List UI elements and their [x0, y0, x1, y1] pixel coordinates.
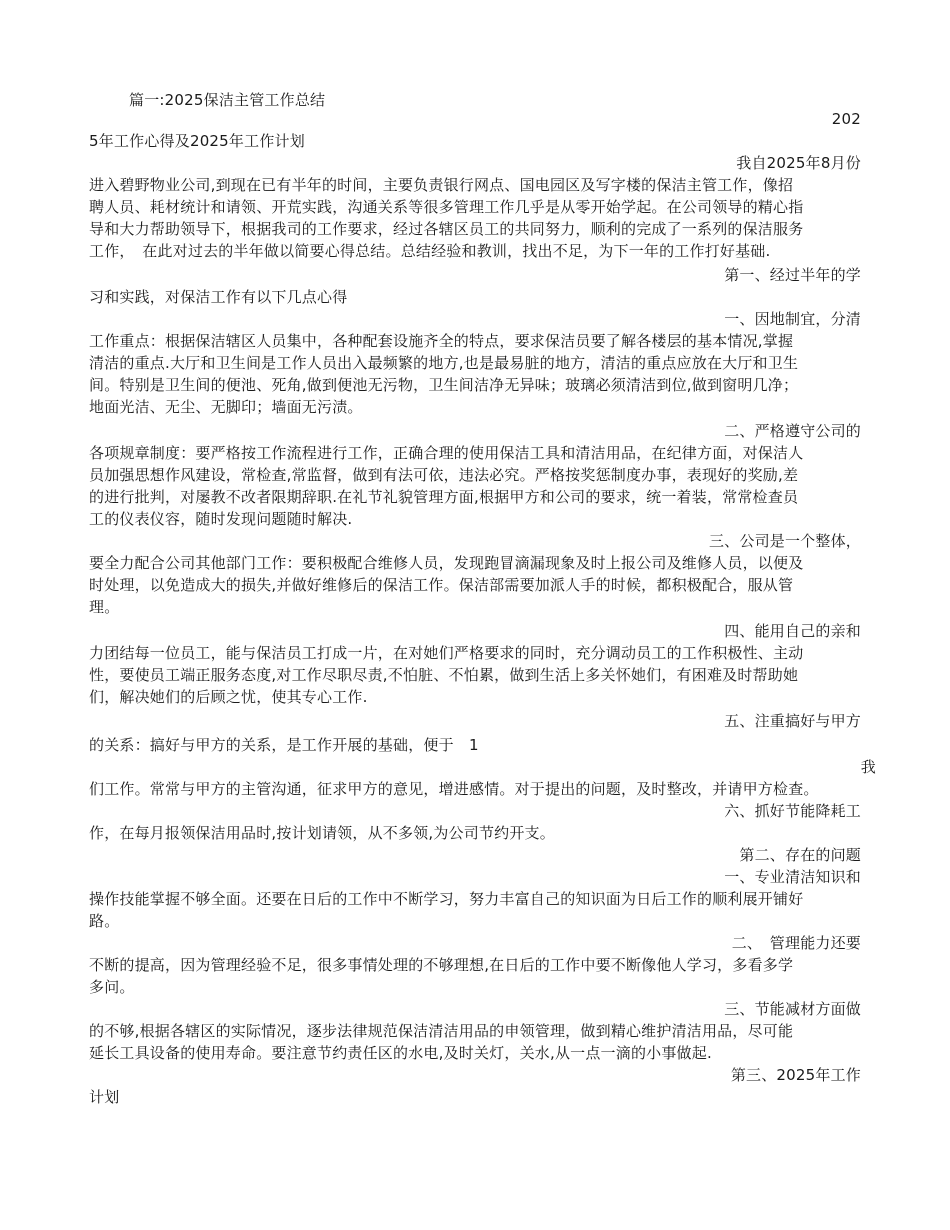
paragraph-line: 时处理，以免造成大的损失,并做好维修后的保洁工作。保洁部需要加派人手的时候，都积极配合，服从管 [89, 576, 794, 594]
document-subtitle: 5年工作心得及2025年工作计划 [89, 132, 305, 150]
paragraph-line: 导和大力帮助领导下，根据我司的工作要求，经过各辖区员工的共同努力，顺利的完成了一系列的保洁服务 [89, 220, 804, 238]
item-heading: 三、节能减材方面做 [724, 1000, 861, 1018]
section-heading: 第三、2025年工作 [730, 1066, 861, 1084]
item-heading: 一、专业清洁知识和 [724, 868, 861, 886]
paragraph-line: 路。 [89, 912, 120, 930]
item-heading: 四、能用自己的亲和 [724, 622, 861, 640]
paragraph-lead: 我自2025年8月份 [736, 154, 861, 172]
paragraph-line: 多问。 [89, 978, 135, 996]
paragraph-line: 要全力配合公司其他部门工作：要积极配合维修人员，发现跑冒滴漏现象及时上报公司及维修人员，以便及 [89, 554, 804, 572]
paragraph-line: 理。 [89, 598, 120, 616]
document-title: 篇一:2025保洁主管工作总结 [129, 91, 326, 109]
paragraph-line: 的不够,根据各辖区的实际情况，逐步法律规范保洁清洁用品的申领管理，做到精心维护清洁用品，尽可能 [89, 1022, 794, 1040]
page-break-fragment: 我 [860, 758, 876, 776]
paragraph-line: 清洁的重点.大厅和卫生间是工作人员出入最频繁的地方,也是最易脏的地方，清洁的重点应放在大厅和卫生 [89, 354, 799, 372]
item-heading: 五、注重搞好与甲方 [724, 712, 861, 730]
paragraph-line: 地面光洁、无尘、无脚印；墙面无污渍。 [89, 398, 363, 416]
paragraph-line: 的关系：搞好与甲方的关系，是工作开展的基础，便于 1 [89, 736, 479, 754]
paragraph-line: 力团结每一位员工，能与保洁员工打成一片，在对她们严格要求的同时，充分调动员工的工作积极性、主动 [89, 644, 804, 662]
section-heading: 第二、存在的问题 [739, 846, 861, 864]
paragraph-line: 员加强思想作风建设，常检查,常监督，做到有法可依，违法必究。严格按奖惩制度办事，表现好的奖励,差 [89, 466, 799, 484]
item-heading: 六、抓好节能降耗工 [724, 802, 861, 820]
section-heading: 第一、经过半年的学 [724, 266, 861, 284]
paragraph-line: 进入碧野物业公司,到现在已有半年的时间，主要负责银行网点、国电园区及写字楼的保洁主管工作，像招 [89, 176, 794, 194]
paragraph-line: 不断的提高，因为管理经验不足，很多事情处理的不够理想,在日后的工作中要不断像他人学习，多看多学 [89, 956, 794, 974]
paragraph-line: 各项规章制度：要严格按工作流程进行工作，正确合理的使用保洁工具和清洁用品，在纪律方面，对保洁人 [89, 444, 804, 462]
paragraph-line: 间。特别是卫生间的便池、死角,做到便池无污物，卫生间洁净无异味；玻璃必须清洁到位,做到窗明几净； [89, 376, 799, 394]
paragraph-line: 的进行批判，对屡教不改者限期辞职.在礼节礼貌管理方面,根据甲方和公司的要求，统一着装，常常检查员 [89, 488, 799, 506]
paragraph-line: 们，解决她们的后顾之忧，使其专心工作. [89, 688, 368, 706]
section-heading-continuation: 习和实践，对保洁工作有以下几点心得 [89, 288, 348, 306]
paragraph-line: 聘人员、耗材统计和请领、开荒实践，沟通关系等很多管理工作几乎是从零开始学起。在公司领导的精心指 [89, 198, 804, 216]
paragraph-line: 延长工具设备的使用寿命。要注意节约责任区的水电,及时关灯，关水,从一点一滴的小事做起. [89, 1044, 712, 1062]
paragraph-line: 操作技能掌握不够全面。还要在日后的工作中不断学习，努力丰富自己的知识面为日后工作的顺利展开铺好 [89, 890, 804, 908]
paragraph-line: 们工作。常常与甲方的主管沟通，征求甲方的意见，增进感情。对于提出的问题，及时整改，并请甲方检查。 [89, 780, 819, 798]
paragraph-line: 工的仪表仪容，随时发现问题随时解决. [89, 510, 353, 528]
paragraph-line: 性，要使员工端正服务态度,对工作尽职尽责,不怕脏、不怕累，做到生活上多关怀她们，有困难及时帮助她 [89, 666, 799, 684]
paragraph-line: 作，在每月报领保洁用品时,按计划请领，从不多领,为公司节约开支。 [89, 824, 555, 842]
paragraph-line: 工作， 在此对过去的半年做以简要心得总结。总结经验和教训，找出不足，为下一年的工作打好基础. [89, 242, 771, 260]
item-heading: 二、 管理能力还要 [731, 934, 861, 952]
paragraph-line: 工作重点：根据保洁辖区人员集中，各种配套设施齐全的特点，要求保洁员要了解各楼层的基本情况,掌握 [89, 332, 794, 350]
item-heading: 二、严格遵守公司的 [724, 422, 861, 440]
section-heading-continuation: 计划 [89, 1088, 120, 1106]
item-heading: 三、公司是一个整体， [708, 532, 861, 550]
item-heading: 一、因地制宜，分清 [724, 310, 861, 328]
title-continuation: 202 [831, 110, 861, 128]
